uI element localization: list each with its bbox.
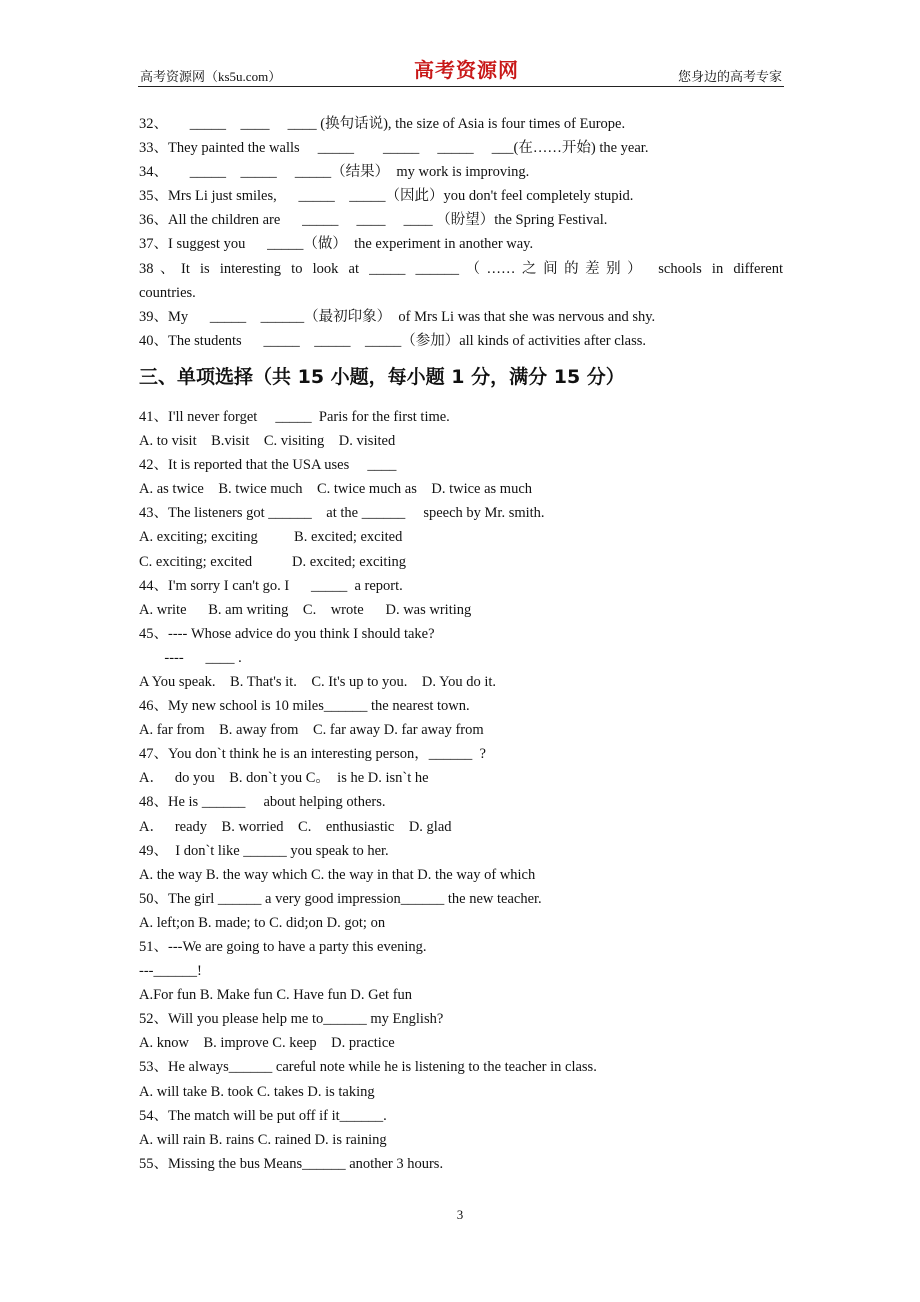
question-51-reply: ---______! [139, 963, 202, 980]
options-43-cd: C. exciting; excited D. excited; exciting [139, 553, 406, 570]
question-33: 33、They painted the walls _____ _____ _____ ___(在……开始) the year. [139, 140, 649, 157]
question-45: 45、---- Whose advice do you think I should take? [139, 625, 435, 642]
options-44: A. write B. am writing C. wrote D. was writing [139, 601, 472, 618]
options-51: A.For fun B. Make fun C. Have fun D. Get fun [139, 987, 413, 1004]
question-49: 49、 I don`t like ______ you speak to her. [139, 842, 389, 859]
question-45-reply: ---- ____ . [139, 649, 242, 666]
worksheet-content [139, 112, 783, 1176]
options-53: A. will take B. took C. takes D. is taking [139, 1083, 375, 1100]
question-52: 52、Will you please help me to______ my English? [139, 1011, 444, 1028]
question-55: 55、Missing the bus Means______ another 3 hours. [139, 1155, 444, 1172]
question-41: 41、I'll never forget _____ Paris for the first time. [139, 408, 450, 425]
header-right-text: 您身边的高考专家 [677, 69, 782, 84]
question-39: 39、My _____ ______（最初印象） of Mrs Li was that she was nervous and shy. [139, 308, 656, 325]
question-37: 37、I suggest you _____（做） the experiment in another way. [139, 236, 534, 253]
options-50: A. left;on B. made; to C. did;on D. got; on [139, 914, 386, 931]
question-36: 36、All the children are _____ ____ ____ （盼望）the Spring Festival. [139, 212, 608, 229]
question-40: 40、The students _____ _____ _____（参加）all kinds of activities after class. [139, 332, 647, 349]
page-header [138, 56, 784, 87]
question-35: 35、Mrs Li just smiles, _____ _____（因此）you don't feel completely stupid. [139, 188, 634, 205]
ks5u-logo: 高考资源网 [414, 58, 519, 82]
question-32: 32、 _____ ____ ____ (换句话说), the size of Asia is four times of Europe. [139, 116, 626, 132]
page-number: 3 [456, 1207, 464, 1222]
header-left-text: 高考资源网（ks5u.com） [140, 69, 282, 84]
question-43: 43、The listeners got ______ at the ______ speech by Mr. smith. [139, 505, 545, 522]
question-42: 42、It is reported that the USA uses ____ [139, 457, 397, 474]
question-53: 53、He always______ careful note while he is listening to the teacher in class. [139, 1059, 597, 1076]
options-41: A. to visit B.visit C. visiting D. visited [139, 433, 396, 450]
options-42: A. as twice B. twice much C. twice much as D. twice as much [139, 481, 533, 498]
question-38: 38、It is interesting to look at _____ ______（……之间的差别） schools in different [139, 260, 783, 277]
question-47: 47、You don`t think he is an interesting person，______ ? [139, 746, 486, 763]
question-46: 46、My new school is 10 miles______ the nearest town. [139, 698, 470, 715]
question-38-continued: countries. [139, 284, 196, 301]
section-title: 三、单项选择（共 15 小题，每小题 1 分，满分 15 分） [139, 365, 625, 388]
options-49: A. the way B. the way which C. the way in that D. the way of which [139, 866, 536, 883]
options-46: A. far from B. away from C. far away D. far away from [139, 722, 484, 739]
question-34: 34、 _____ _____ _____（结果） my work is improving. [139, 164, 530, 181]
options-45: A You speak. B. That's it. C. It's up to you. D. You do it. [139, 673, 497, 690]
options-52: A. know B. improve C. keep D. practice [139, 1035, 395, 1052]
options-47: A． do you B. don`t you C。 is he D. isn`t he [139, 770, 429, 787]
question-50: 50、The girl ______ a very good impression______ the new teacher. [139, 890, 542, 907]
options-54: A. will rain B. rains C. rained D. is raining [139, 1131, 387, 1148]
options-43-ab: A. exciting; exciting B. excited; excited [139, 529, 403, 546]
question-54: 54、The match will be put off if it______. [139, 1107, 387, 1124]
question-51: 51、---We are going to have a party this evening. [139, 939, 427, 955]
question-44: 44、I'm sorry I can't go. I _____ a report. [139, 577, 403, 594]
question-48: 48、He is ______ about helping others. [139, 794, 386, 811]
options-48: A． ready B. worried C. enthusiastic D. glad [139, 818, 452, 835]
